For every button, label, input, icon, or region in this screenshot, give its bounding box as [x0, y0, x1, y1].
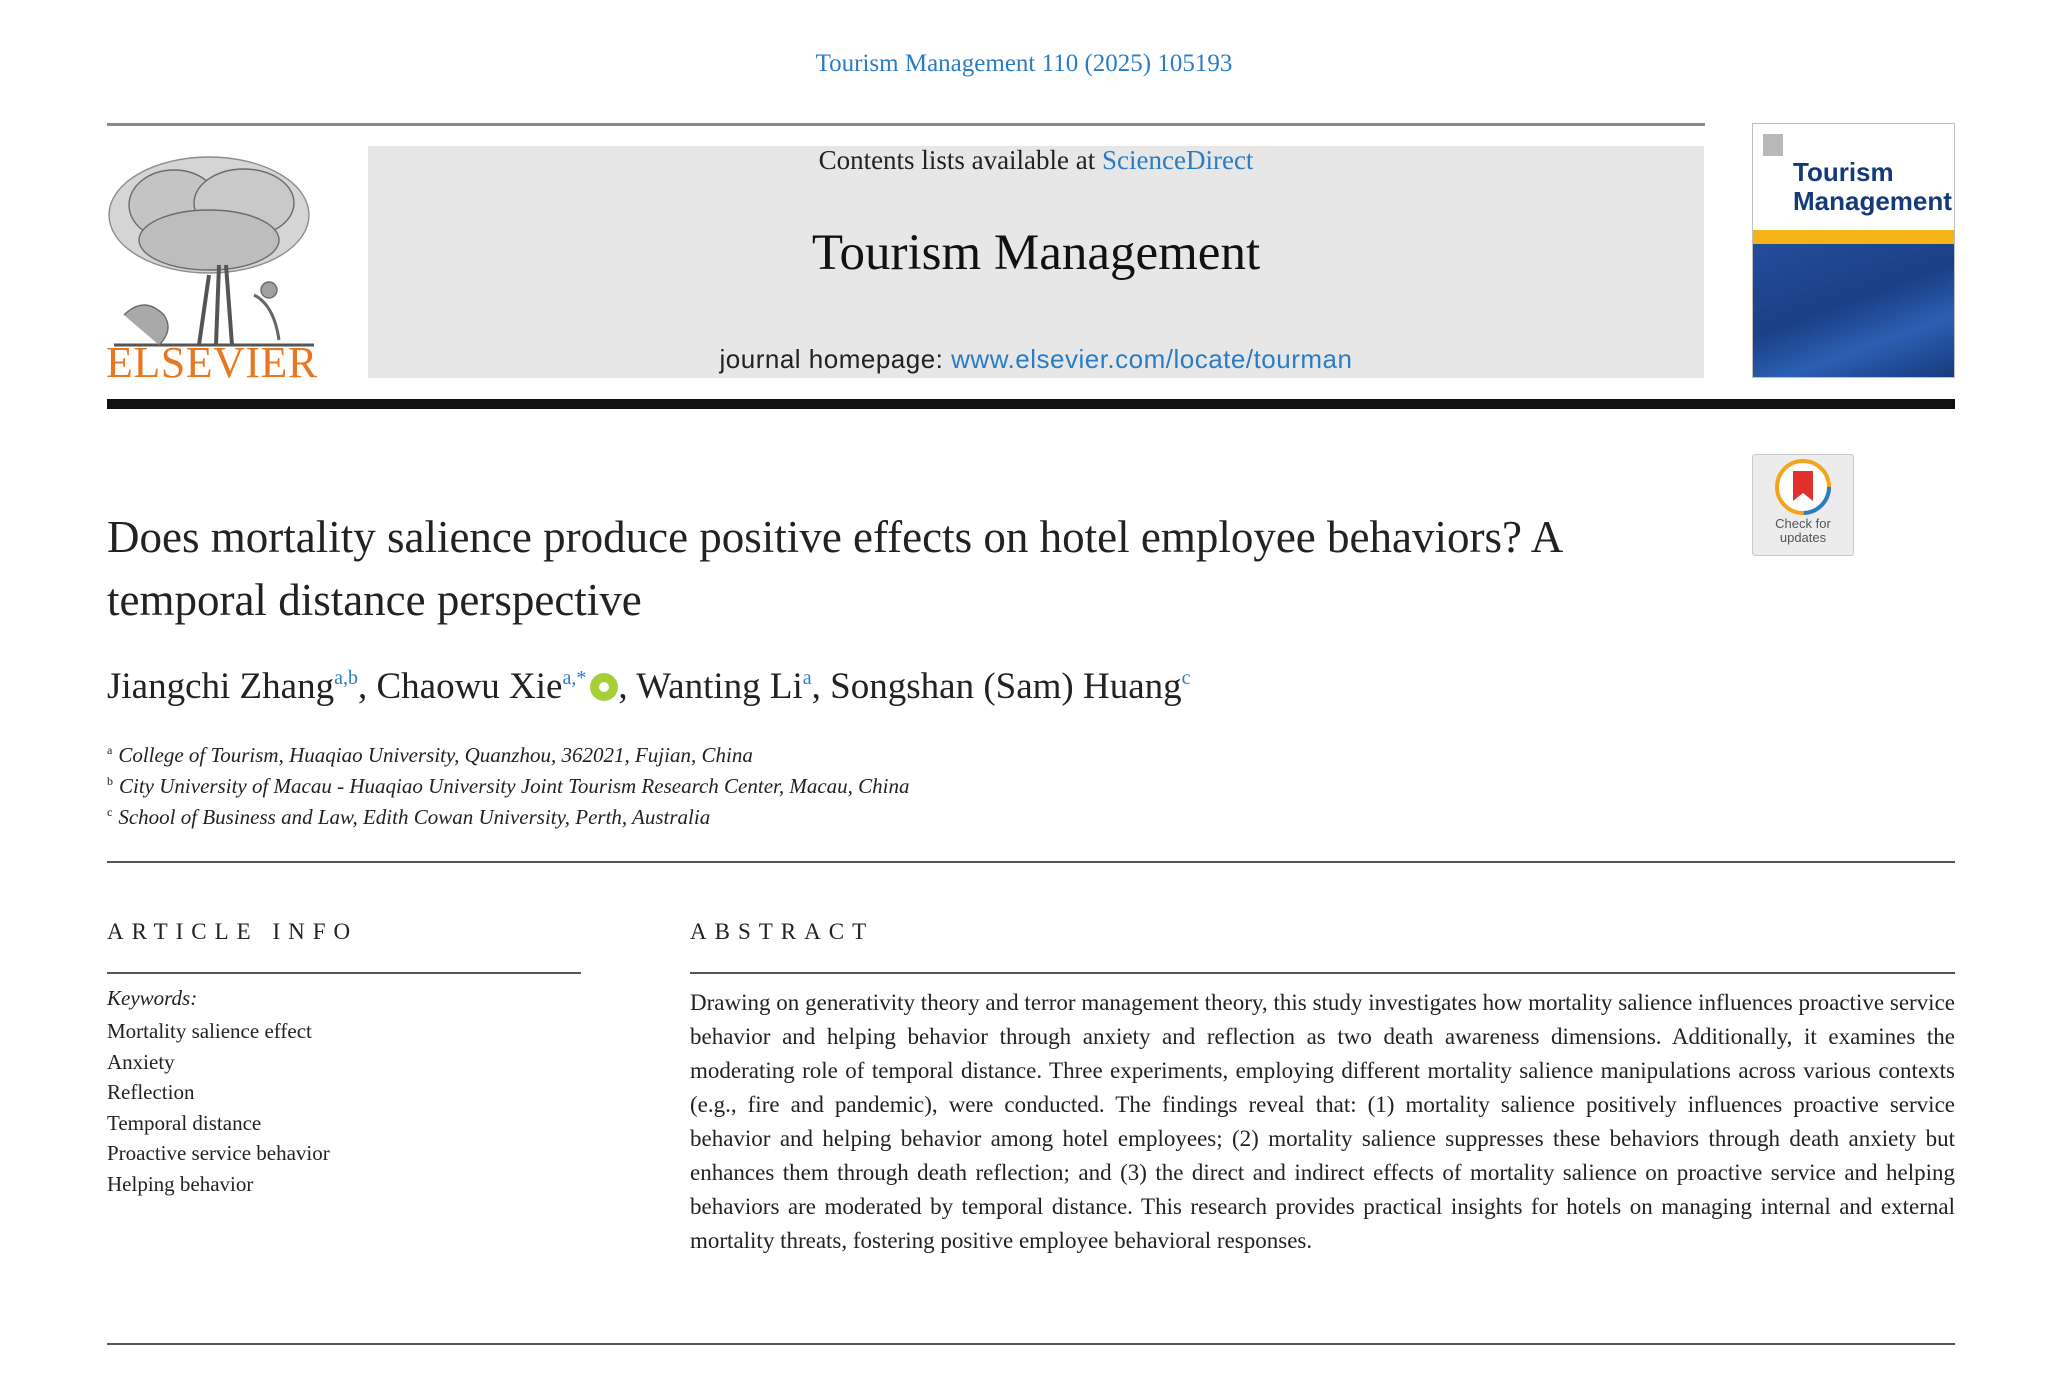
keywords-label: Keywords: — [107, 986, 198, 1010]
author-name[interactable]: Chaowu Xie — [376, 666, 563, 707]
article-info-heading: ARTICLE INFO — [107, 919, 359, 944]
affiliation-item — [107, 774, 910, 799]
bookmark-icon — [1753, 457, 1853, 517]
article-title: Does mortality salience produce positive effects on hotel employee behaviors? A temporal distance perspective — [107, 512, 1561, 625]
keyword-item[interactable]: Proactive service behavior — [107, 1141, 330, 1165]
header-top-rule — [107, 123, 1705, 126]
author-name[interactable]: Wanting Li — [636, 666, 803, 707]
abstract-heading: ABSTRACT — [690, 919, 875, 944]
author-affiliation-mark[interactable]: c — [1181, 667, 1191, 689]
affiliation-mark: b — [107, 774, 113, 788]
keyword-item[interactable]: Mortality salience effect — [107, 1019, 312, 1043]
author-name[interactable]: Songshan (Sam) Huang — [830, 666, 1182, 707]
sciencedirect-link[interactable]: ScienceDirect — [1102, 145, 1254, 175]
contents-availability — [368, 145, 1704, 176]
cover-stripe — [1753, 230, 1954, 244]
keywords-list — [107, 1016, 330, 1199]
author-name[interactable]: Jiangchi Zhang — [107, 666, 335, 707]
author-list: Jiangchi Zhang$^{a,b}$, Chaowu Xie$^{a,*}$ , Wanting Li$^a$, Songshan (Sam) Huang$^c$ — [107, 666, 1191, 707]
keyword-item[interactable]: Reflection — [107, 1080, 195, 1104]
homepage-link[interactable]: www.elsevier.com/locate/tourman — [951, 344, 1353, 374]
journal-title: Tourism Management — [811, 225, 1261, 281]
homepage-prefix: journal homepage: — [719, 344, 952, 374]
journal-homepage — [368, 344, 1704, 375]
cover-title: Tourism Management — [1793, 157, 1952, 216]
author-affiliation-mark[interactable]: a,* — [562, 667, 587, 689]
bottom-divider — [107, 1343, 1955, 1345]
cover-photo — [1753, 244, 1954, 377]
affiliation-text: School of Business and Law, Edith Cowan University, Perth, Australia — [118, 805, 711, 829]
affiliation-mark: c — [107, 805, 113, 819]
keyword-item[interactable]: Temporal distance — [107, 1110, 262, 1135]
author-affiliation-mark[interactable]: a,b — [334, 667, 358, 689]
journal-cover-thumbnail[interactable] — [1752, 123, 1955, 378]
affiliation-text: City University of Macau - Huaqiao University Joint Tourism Research Center, Macau, China — [119, 774, 910, 798]
affiliation-item — [107, 805, 710, 830]
affiliation-mark: a — [107, 743, 113, 757]
cover-logo-mark — [1763, 134, 1783, 156]
abstract-text: Drawing on generativity theory and terror management theory, this study investigates how mortality salience influences proactive service behavior and helping behavior through anxiety and reflection as two death awareness dimensions. Additionally, it examines the moderating role of temporal distance. Three experiments, employing different mortality salience manipulations across various contexts (e.g., fire and pandemic), were conducted. The findings reveal that: (1) mortality salience positively influences proactive service behavior and helping behavior among hotel employees; (2) mortality salience suppresses these behaviors through death anxiety but enhances them through death reflection; and (3) the direct and indirect effects of mortality salience on proactive service and helping behaviors are moderated by temporal distance. This research provides practical insights for hotels on managing internal and external mortality threats, fostering positive employee behavioral responses. — [690, 990, 1955, 1253]
publisher-name: ELSEVIER — [106, 338, 318, 387]
check-for-updates-button[interactable] — [1752, 454, 1854, 556]
affiliation-text: College of Tourism, Huaqiao University, Quanzhou, 362021, Fujian, China — [118, 743, 753, 767]
article-info-rule — [107, 972, 581, 974]
header-bottom-rule — [107, 399, 1955, 409]
affiliation-item — [107, 743, 753, 768]
orcid-icon[interactable] — [590, 673, 618, 701]
section-divider — [107, 861, 1955, 863]
keyword-item[interactable]: Anxiety — [107, 1049, 175, 1074]
author-affiliation-mark[interactable]: a — [802, 667, 812, 689]
keyword-item[interactable]: Helping behavior — [107, 1171, 254, 1196]
contents-prefix: Contents lists available at — [818, 145, 1103, 175]
journal-citation[interactable]: Tourism Management 110 (2025) 105193 — [815, 50, 1233, 77]
abstract-rule — [690, 972, 1955, 974]
check-updates-label: Check for updates — [1775, 516, 1831, 545]
